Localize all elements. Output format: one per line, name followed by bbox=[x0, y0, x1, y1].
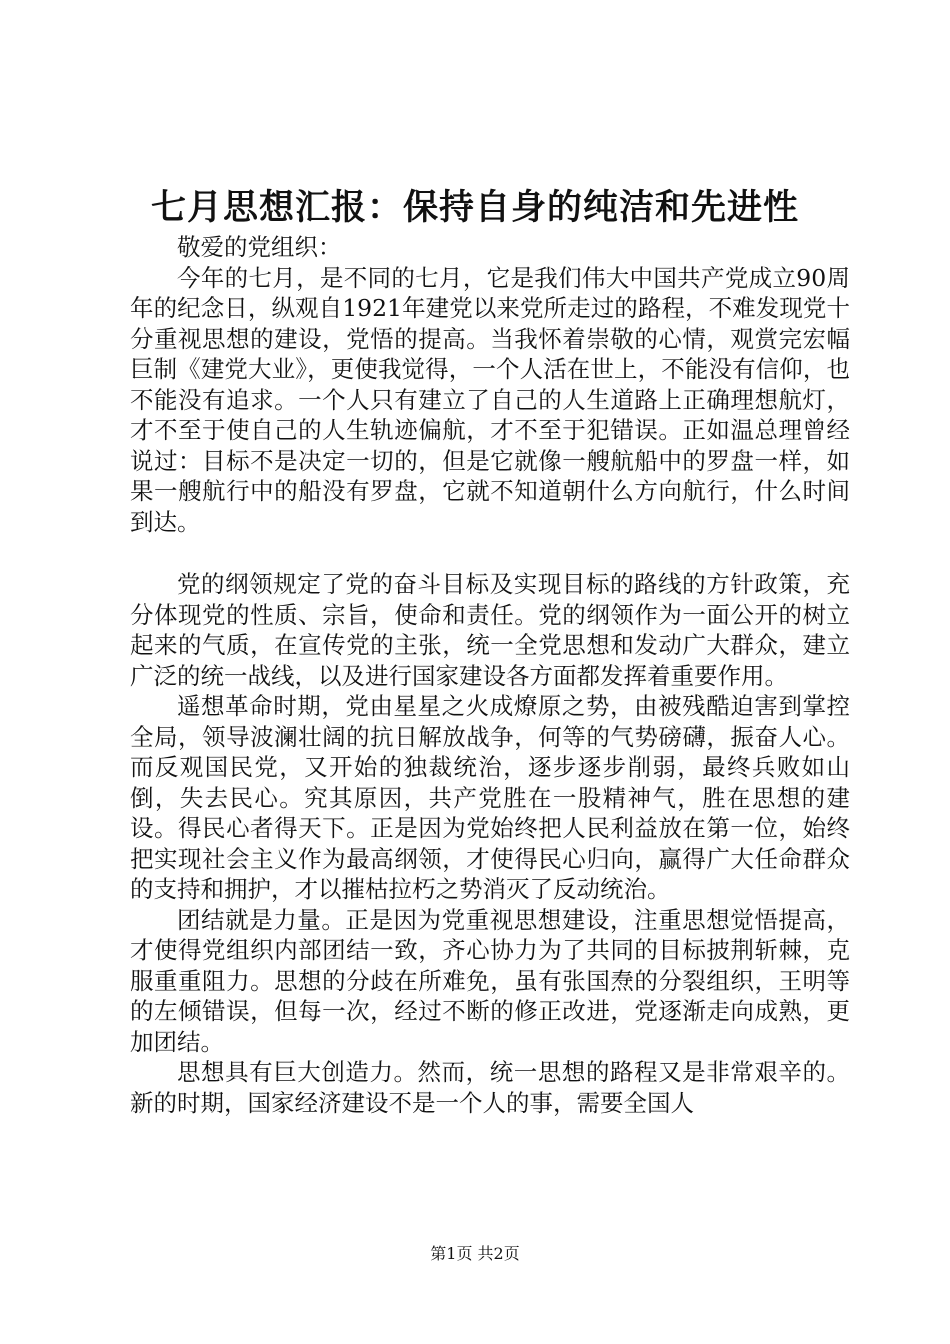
paragraph: 遥想革命时期，党由星星之火成燎原之势，由被残酷迫害到掌控全局，领导波澜壮阔的抗日解放战争，何等的气势磅礴，振奋人心。而反观国民党，又开始的独裁统治，逐步逐步削弱，最终兵败如山倒，失去民心。究其原因，共产党胜在一股精神气，胜在思想的建设。得民心者得天下。正是因为党始终把人民利益放在第一位，始终把实现社会主义作为最高纲领，才使得民心归向，赢得广大任命群众的支持和拥护，才以摧枯拉朽之势消灭了反动统治。 bbox=[130, 692, 850, 903]
document-title: 七月思想汇报：保持自身的纯洁和先进性 bbox=[150, 187, 799, 228]
paragraph: 思想具有巨大创造力。然而，统一思想的路程又是非常艰辛的。新的时期，国家经济建设不是一个人的事，需要全国人 bbox=[130, 1058, 850, 1117]
paragraph-spacer bbox=[130, 537, 850, 569]
paragraph: 党的纲领规定了党的奋斗目标及实现目标的路线的方针政策，充分体现党的性质、宗旨，使命和责任。党的纲领作为一面公开的树立起来的气质，在宣传党的主张，统一全党思想和发动广大群众，建立广泛的统一战线，以及进行国家建设各方面都发挥着重要作用。 bbox=[130, 570, 850, 690]
document-body bbox=[130, 232, 850, 1118]
page-footer: 第1页 共2页 bbox=[430, 1244, 520, 1263]
salutation: 敬爱的党组织： bbox=[177, 233, 342, 261]
paragraph: 今年的七月，是不同的七月，它是我们伟大中国共产党成立90周年的纪念日，纵观自1921年建党以来党所走过的路程，不难发现党十分重视思想的建设，党悟的提高。当我怀着崇敬的心情，观赏完宏幅巨制《建党大业》，更使我觉得，一个人活在世上，不能没有信仰，也不能没有追求。一个人只有建立了自己的人生道路上正确理想航灯，才不至于使自己的人生轨迹偏航，才不至于犯错误。正如温总理曾经说过：目标不是决定一切的，但是它就像一艘航船中的罗盘一样，如果一艘航行中的船没有罗盘，它就不知道朝什么方向航行，什么时间到达。 bbox=[130, 263, 850, 536]
paragraph: 团结就是力量。正是因为党重视思想建设，注重思想觉悟提高，才使得党组织内部团结一致，齐心协力为了共同的目标披荆斩棘，克服重重阻力。思想的分歧在所难免，虽有张国焘的分裂组织，王明等的左倾错误，但每一次，经过不断的修正改进，党逐渐走向成熟，更加团结。 bbox=[130, 905, 850, 1056]
